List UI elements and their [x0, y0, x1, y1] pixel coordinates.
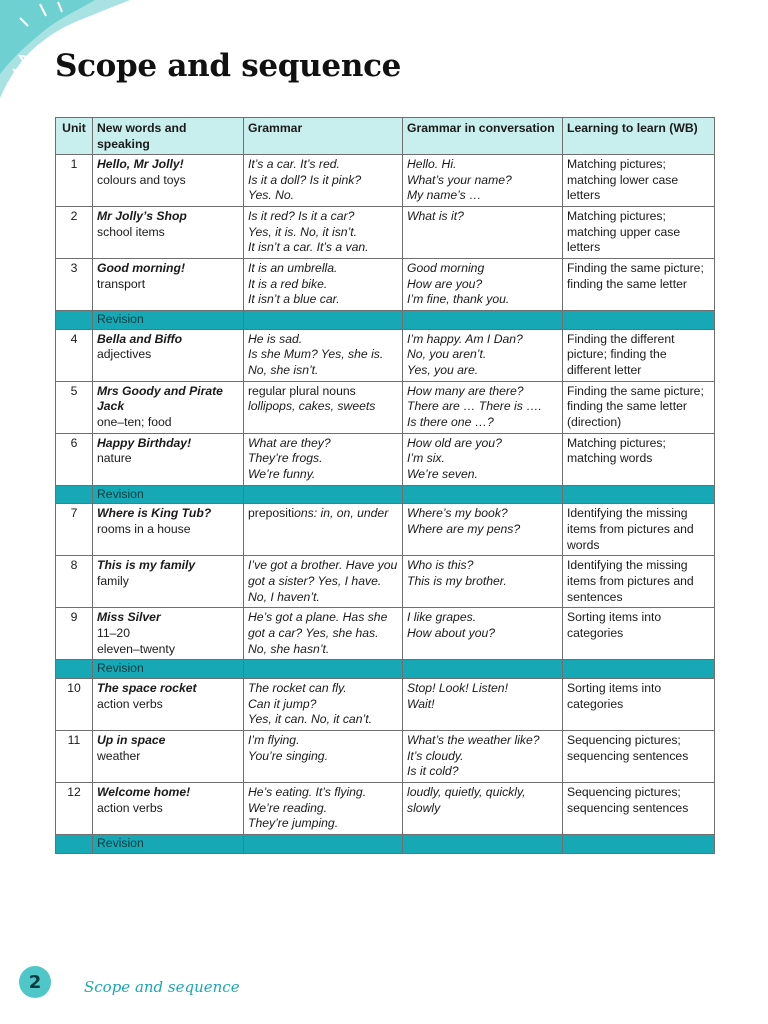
conversation-line: Where are my pens?: [407, 521, 521, 536]
grammar-cell: [244, 556, 403, 608]
vocabulary-topic: action verbs: [97, 696, 163, 711]
grammar-example-words: ons: in, on, under: [294, 506, 389, 521]
unit-number: 4: [56, 329, 93, 381]
conversation-line: Stop! Look! Listen!: [407, 680, 508, 695]
grammar-line: They’re jumping.: [248, 816, 339, 831]
learning-to-learn-cell: Finding the same picture; finding the same letter (direction): [563, 381, 715, 433]
learning-to-learn-cell: Sequencing pictures; sequencing sentences: [563, 730, 715, 782]
grammar-line: He’s eating. It’s flying.: [248, 784, 367, 799]
grammar-line: It’s a car. It’s red.: [248, 157, 340, 172]
grammar-line: We’re reading.: [248, 800, 328, 815]
new-words-cell: [93, 504, 244, 556]
new-words-cell: [93, 782, 244, 834]
lesson-title: Welcome home!: [97, 784, 191, 799]
unit-number: 7: [56, 504, 93, 556]
vocabulary-topic: weather: [97, 748, 141, 763]
conversation-cell: [403, 381, 563, 433]
grammar-cell: [244, 259, 403, 311]
conversation-line: loudly, quietly, quickly, slowly: [407, 784, 526, 815]
revision-row: [56, 660, 715, 679]
revision-unit-cell: [56, 834, 93, 853]
conversation-line: There are … There is ….: [407, 399, 542, 414]
conversation-line: I’m happy. Am I Dan?: [407, 331, 523, 346]
table-row: [56, 155, 715, 207]
revision-empty-cell: [244, 311, 403, 330]
grammar-line: Is it red? Is it a car?: [248, 209, 355, 224]
vocabulary-topic: school items: [97, 224, 165, 239]
unit-number: 8: [56, 556, 93, 608]
unit-number: 11: [56, 730, 93, 782]
conversation-line: What’s the weather like?: [407, 732, 540, 747]
revision-unit-cell: [56, 485, 93, 504]
lesson-title: The space rocket: [97, 680, 197, 695]
new-words-cell: [93, 556, 244, 608]
grammar-line: He’s got a plane. Has she got a car? Yes, she has. No, she hasn’t.: [248, 610, 388, 656]
table-row: [56, 433, 715, 485]
footer-section-title: Scope and sequence: [84, 978, 240, 996]
header-new-words: New words and speaking: [93, 118, 244, 155]
conversation-cell: [403, 504, 563, 556]
grammar-cell: [244, 608, 403, 660]
new-words-cell: [93, 155, 244, 207]
revision-empty-cell: [563, 485, 715, 504]
revision-empty-cell: [563, 660, 715, 679]
conversation-line: I’m six.: [407, 451, 445, 466]
page-title: Scope and sequence: [55, 48, 402, 84]
grammar-cell: [244, 678, 403, 730]
conversation-cell: [403, 207, 563, 259]
conversation-line: How are you?: [407, 276, 483, 291]
grammar-cell: [244, 782, 403, 834]
grammar-cell: [244, 155, 403, 207]
grammar-line: We’re funny.: [248, 466, 316, 481]
revision-empty-cell: [403, 834, 563, 853]
revision-label: Revision: [93, 311, 244, 330]
revision-empty-cell: [563, 311, 715, 330]
lesson-title: Miss Silver: [97, 610, 161, 625]
conversation-line: What is it?: [407, 209, 464, 224]
lesson-title: Up in space: [97, 732, 166, 747]
grammar-line: Yes. No.: [248, 188, 295, 203]
conversation-line: This is my brother.: [407, 573, 507, 588]
grammar-cell: [244, 433, 403, 485]
table-row: [56, 730, 715, 782]
grammar-line: lollipops, cakes, sweets: [248, 399, 376, 414]
grammar-line: He is sad.: [248, 331, 303, 346]
new-words-cell: [93, 433, 244, 485]
table-header-row: [56, 118, 715, 155]
unit-number: 9: [56, 608, 93, 660]
lesson-title: This is my family: [97, 558, 196, 573]
grammar-line: Is she Mum? Yes, she is.: [248, 347, 384, 362]
grammar-line: It isn’t a car. It’s a van.: [248, 240, 369, 255]
revision-empty-cell: [403, 660, 563, 679]
grammar-line: prepositions: in, on, under: [248, 506, 389, 521]
revision-empty-cell: [244, 834, 403, 853]
conversation-line: No, you aren’t.: [407, 347, 487, 362]
grammar-cell: [244, 207, 403, 259]
revision-unit-cell: [56, 660, 93, 679]
conversation-line: Hello. Hi.: [407, 157, 457, 172]
grammar-line: regular plural nouns: [248, 383, 356, 398]
new-words-cell: [93, 207, 244, 259]
table-row: [56, 678, 715, 730]
conversation-cell: [403, 259, 563, 311]
header-grammar-conversation: Grammar in conversation: [403, 118, 563, 155]
revision-empty-cell: [244, 485, 403, 504]
learning-to-learn-cell: Sorting items into categories: [563, 678, 715, 730]
revision-empty-cell: [563, 834, 715, 853]
grammar-line: It isn’t a blue car.: [248, 292, 340, 307]
grammar-line: I’m flying.: [248, 732, 300, 747]
vocabulary-topic: family: [97, 573, 129, 588]
revision-row: [56, 834, 715, 853]
conversation-cell: [403, 782, 563, 834]
conversation-cell: [403, 608, 563, 660]
learning-to-learn-cell: Sequencing pictures; sequencing sentences: [563, 782, 715, 834]
vocabulary-topic: 11–20: [97, 625, 130, 640]
header-unit: Unit: [56, 118, 93, 155]
grammar-line: The rocket can fly.: [248, 680, 347, 695]
revision-label: Revision: [93, 660, 244, 679]
vocabulary-topic: eleven–twenty: [97, 641, 175, 656]
new-words-cell: [93, 329, 244, 381]
unit-number: 3: [56, 259, 93, 311]
grammar-cell: [244, 329, 403, 381]
learning-to-learn-cell: Identifying the missing items from pictures and sentences: [563, 556, 715, 608]
conversation-line: Is there one …?: [407, 414, 494, 429]
unit-number: 12: [56, 782, 93, 834]
vocabulary-topic: action verbs: [97, 800, 163, 815]
revision-empty-cell: [403, 311, 563, 330]
vocabulary-topic: nature: [97, 451, 132, 466]
learning-to-learn-cell: Matching pictures; matching upper case letters: [563, 207, 715, 259]
grammar-line: Can it jump?: [248, 696, 317, 711]
lesson-title: Bella and Biffo: [97, 331, 183, 346]
conversation-line: I’m fine, thank you.: [407, 292, 510, 307]
conversation-cell: [403, 329, 563, 381]
grammar-line: Yes, it is. No, it isn’t.: [248, 224, 358, 239]
conversation-line: What’s your name?: [407, 172, 512, 187]
conversation-line: Yes, you are.: [407, 362, 479, 377]
vocabulary-topic: one–ten; food: [97, 414, 172, 429]
new-words-cell: [93, 381, 244, 433]
unit-number: 10: [56, 678, 93, 730]
grammar-line: I’ve got a brother. Have you got a sister? Yes, I have. No, I haven’t.: [248, 558, 398, 604]
grammar-cell: [244, 381, 403, 433]
grammar-cell: [244, 730, 403, 782]
table-row: [56, 782, 715, 834]
grammar-line: No, she isn’t.: [248, 362, 319, 377]
table-row: [56, 259, 715, 311]
grammar-cell: [244, 504, 403, 556]
grammar-line: It is a red bike.: [248, 276, 328, 291]
grammar-line: They’re frogs.: [248, 451, 323, 466]
learning-to-learn-cell: Finding the same picture; finding the same letter: [563, 259, 715, 311]
conversation-cell: [403, 730, 563, 782]
conversation-cell: [403, 556, 563, 608]
table-row: [56, 608, 715, 660]
conversation-line: My name’s …: [407, 188, 482, 203]
table-body: [56, 155, 715, 853]
conversation-line: It’s cloudy.: [407, 748, 464, 763]
table-row: [56, 207, 715, 259]
conversation-line: How old are you?: [407, 435, 502, 450]
grammar-line: It is an umbrella.: [248, 261, 338, 276]
conversation-cell: [403, 155, 563, 207]
page-number-badge: 2: [19, 966, 51, 998]
unit-number: 2: [56, 207, 93, 259]
conversation-cell: [403, 678, 563, 730]
conversation-line: Good morning: [407, 261, 485, 276]
vocabulary-topic: adjectives: [97, 347, 152, 362]
conversation-line: Is it cold?: [407, 764, 459, 779]
lesson-title: Mrs Goody and Pirate Jack: [97, 383, 223, 414]
learning-to-learn-cell: Finding the different picture; finding the different letter: [563, 329, 715, 381]
revision-empty-cell: [403, 485, 563, 504]
table-row: [56, 504, 715, 556]
new-words-cell: [93, 678, 244, 730]
conversation-line: Wait!: [407, 696, 435, 711]
conversation-line: Where’s my book?: [407, 506, 508, 521]
revision-row: [56, 311, 715, 330]
revision-label: Revision: [93, 485, 244, 504]
lesson-title: Mr Jolly’s Shop: [97, 209, 187, 224]
grammar-line: Is it a doll? Is it pink?: [248, 172, 362, 187]
new-words-cell: [93, 730, 244, 782]
table-row: [56, 556, 715, 608]
learning-to-learn-cell: Matching pictures; matching lower case letters: [563, 155, 715, 207]
unit-number: 6: [56, 433, 93, 485]
grammar-line: What are they?: [248, 435, 331, 450]
vocabulary-topic: transport: [97, 276, 146, 291]
conversation-line: We’re seven.: [407, 466, 478, 481]
revision-empty-cell: [244, 660, 403, 679]
lesson-title: Good morning!: [97, 261, 186, 276]
grammar-line: Yes, it can. No, it can’t.: [248, 712, 372, 727]
lesson-title: Where is King Tub?: [97, 506, 212, 521]
conversation-cell: [403, 433, 563, 485]
conversation-line: Who is this?: [407, 558, 474, 573]
conversation-line: How many are there?: [407, 383, 524, 398]
learning-to-learn-cell: Identifying the missing items from pictures and words: [563, 504, 715, 556]
vocabulary-topic: rooms in a house: [97, 521, 191, 536]
unit-number: 5: [56, 381, 93, 433]
lesson-title: Hello, Mr Jolly!: [97, 157, 184, 172]
vocabulary-topic: colours and toys: [97, 172, 186, 187]
header-grammar: Grammar: [244, 118, 403, 155]
revision-row: [56, 485, 715, 504]
learning-to-learn-cell: Sorting items into categories: [563, 608, 715, 660]
scope-sequence-table: [55, 117, 715, 854]
conversation-line: How about you?: [407, 625, 496, 640]
table-row: [56, 329, 715, 381]
table-row: [56, 381, 715, 433]
conversation-line: I like grapes.: [407, 610, 477, 625]
lesson-title: Happy Birthday!: [97, 435, 192, 450]
learning-to-learn-cell: Matching pictures; matching words: [563, 433, 715, 485]
header-learning: Learning to learn (WB): [563, 118, 715, 155]
revision-label: Revision: [93, 834, 244, 853]
unit-number: 1: [56, 155, 93, 207]
new-words-cell: [93, 259, 244, 311]
revision-unit-cell: [56, 311, 93, 330]
grammar-line: You’re singing.: [248, 748, 328, 763]
new-words-cell: [93, 608, 244, 660]
